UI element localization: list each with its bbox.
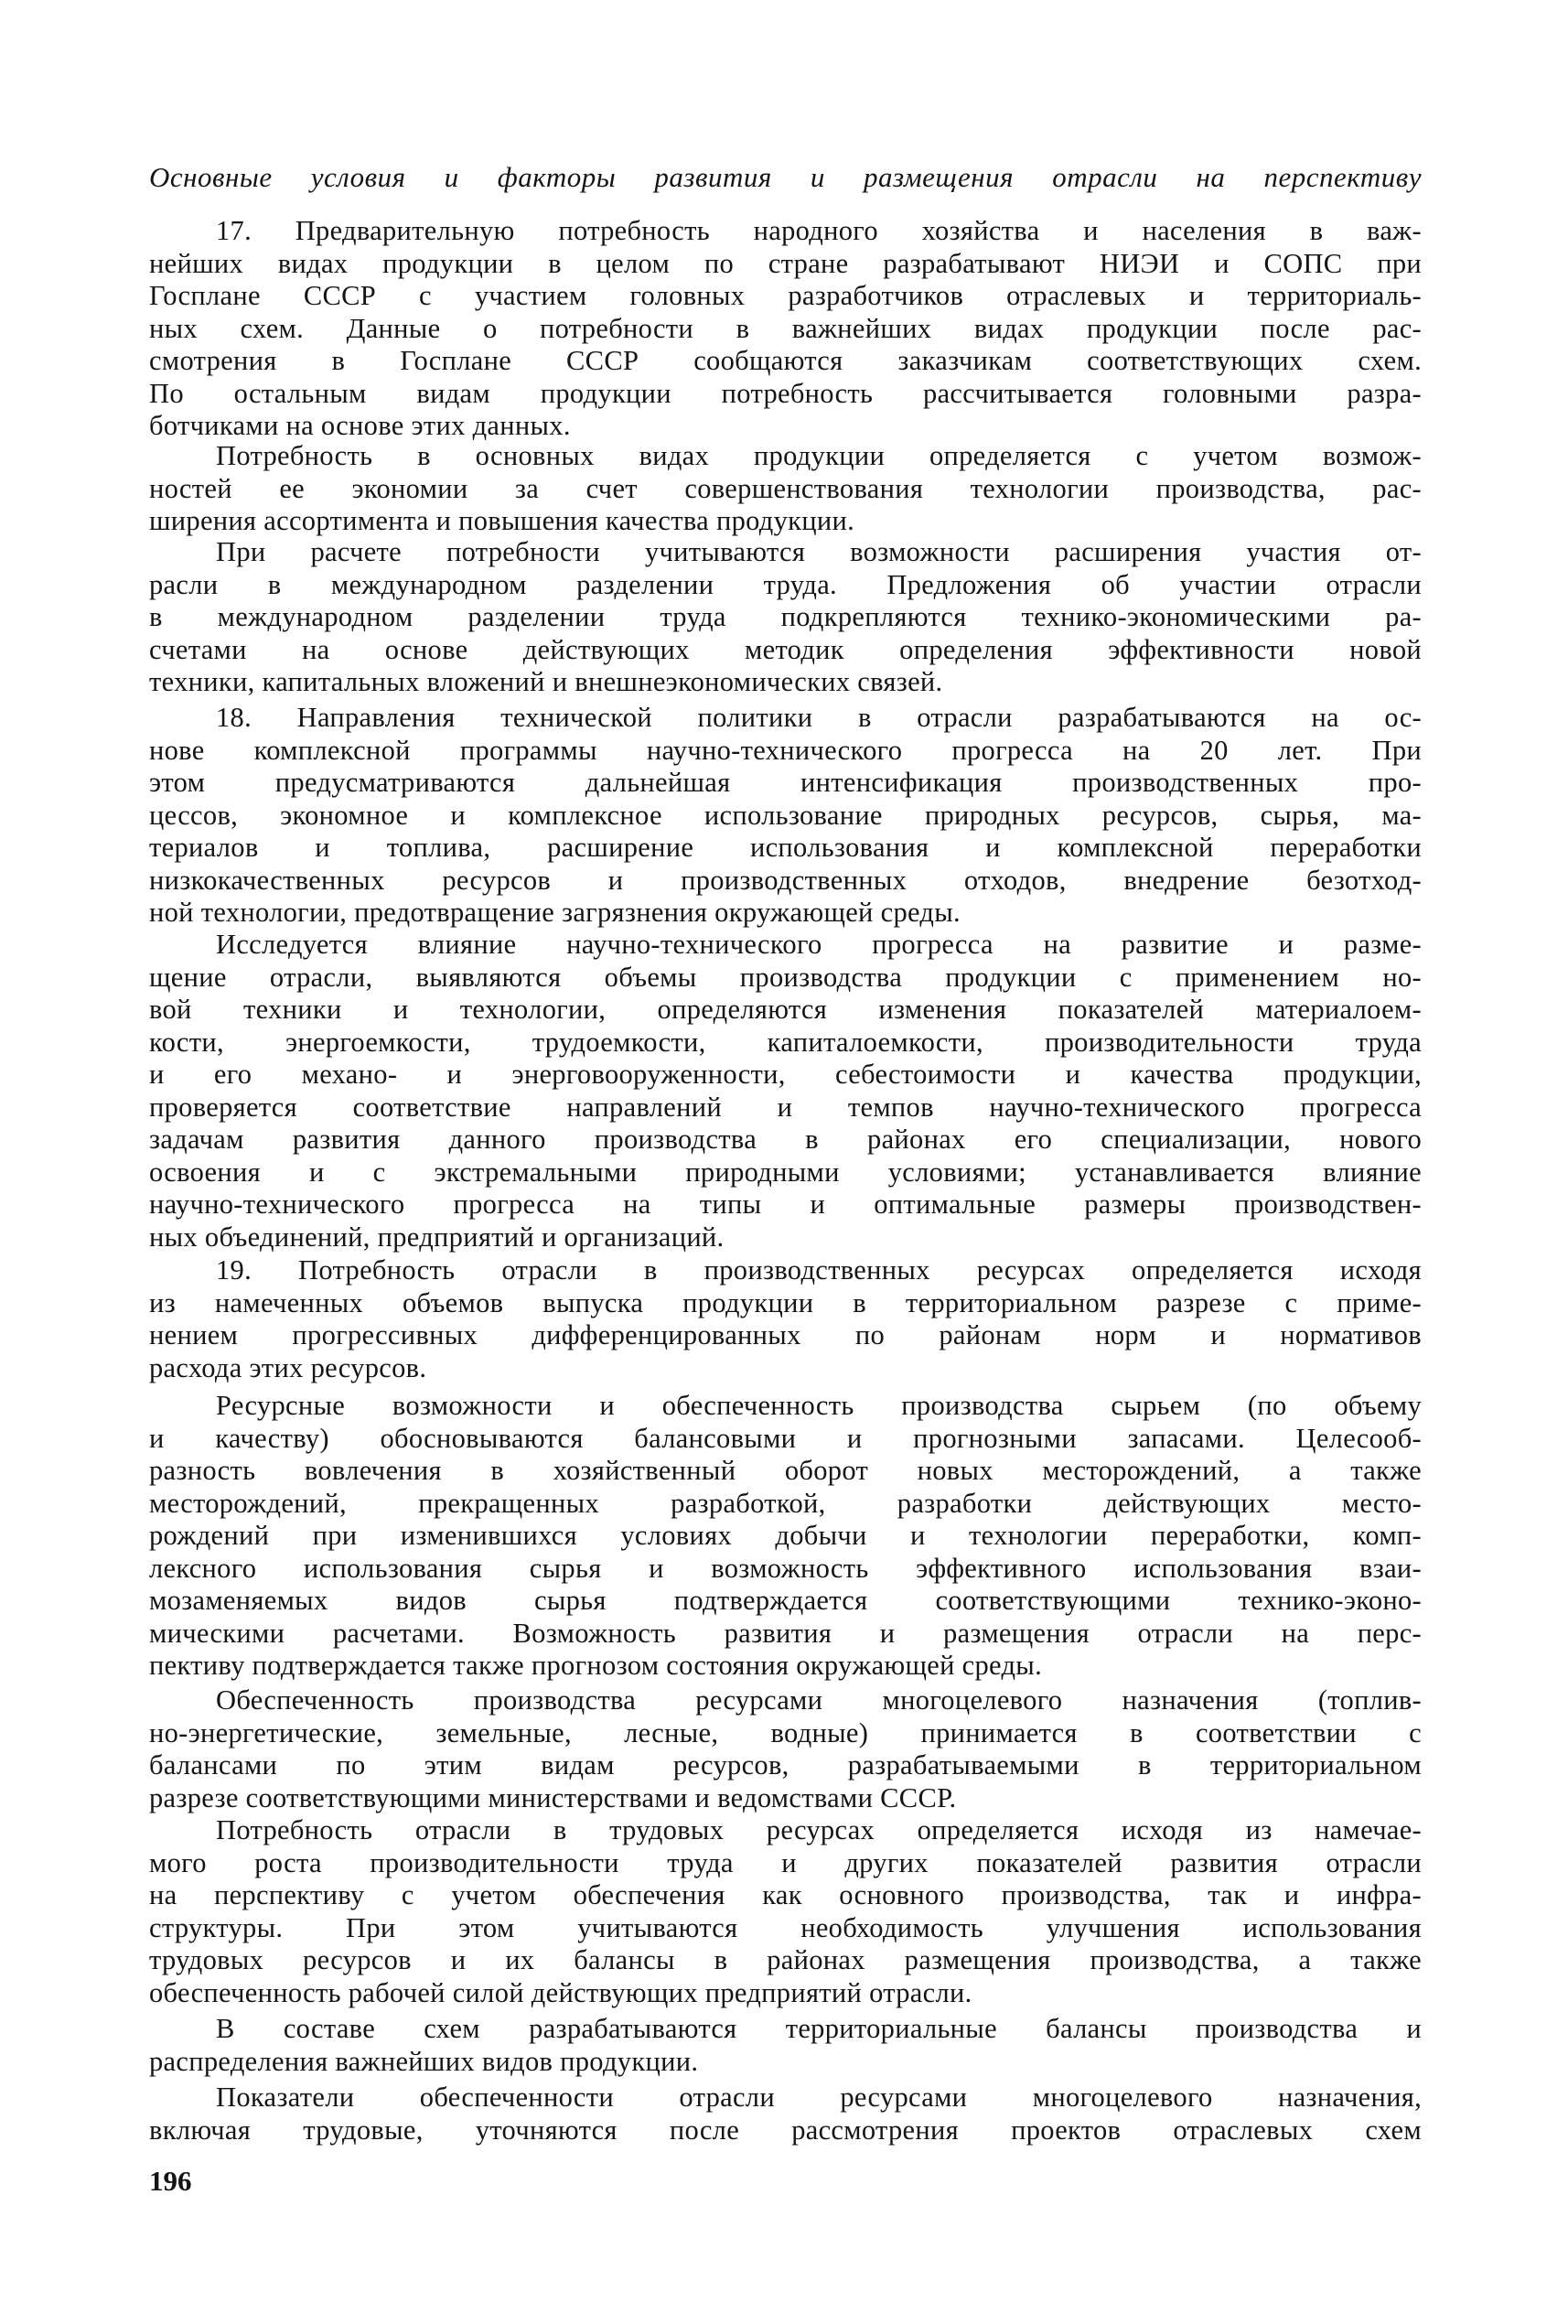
paragraph [149,215,1422,443]
text-line: нове комплексной программы научно-технического прогресса на 20 лет. При [149,734,1422,766]
paragraph [149,1814,1422,2009]
text-line: мическими расчетами. Возможность развития и размещения отрасли на перс- [149,1617,1422,1649]
running-header: Основные условия и факторы развития и размещения отрасли на перспективу [149,161,1422,193]
paragraph [149,1684,1422,1814]
text-line: ных объединений, предприятий и организаций. [149,1221,725,1253]
text-line: Потребность в основных видах продукции определяется с учетом возмож- [216,440,1422,471]
paragraph [149,2082,1422,2146]
text-line: и его механо- и энерговооруженности, себестоимости и качества продукции, [149,1059,1422,1090]
text-line: пективу подтверждается также прогнозом состояния окружающей среды. [149,1650,1043,1681]
text-line: освоения и с экстремальными природными условиями; устанавливается влияние [149,1156,1422,1188]
text-line: териалов и топлива, расширение использования и комплексной переработки [149,832,1422,863]
text-line: включая трудовые, уточняются после рассмотрения проектов отраслевых схем [149,2114,1422,2146]
text-line: обеспеченность рабочей силой действующих предприятий отрасли. [149,1976,972,2008]
paragraph [149,536,1422,699]
text-line: кости, энергоемкости, трудоемкости, капиталоемкости, производительности труда [149,1026,1422,1058]
text-line: в международном разделении труда подкрепляются технико-экономическими ра- [149,601,1422,632]
text-line: этом предусматриваются дальнейшая интенсификация производственных про- [149,767,1422,798]
text-line: Ресурсные возможности и обеспеченность производства сырьем (по объему [216,1390,1422,1421]
text-line: ностей ее экономии за счет совершенствования технологии производства, рас- [149,472,1422,504]
text-line: трудовых ресурсов и их балансы в районах размещения производства, а также [149,1944,1422,1975]
paragraph [149,440,1422,538]
text-line: 17. Предварительную потребность народного хозяйства и населения в важ- [216,215,1422,246]
text-line: структуры. При этом учитываются необходимость улучшения использования [149,1911,1422,1943]
text-line: лексного использования сырья и возможность эффективного использования взаи- [149,1552,1422,1584]
text-line: разрезе соответствующими министерствами и ведомствами СССР. [149,1781,957,1813]
paragraph [149,1254,1422,1384]
text-line: проверяется соответствие направлений и темпов научно-технического прогресса [149,1091,1422,1123]
text-line: вой техники и технологии, определяются изменения показателей материалоем- [149,994,1422,1025]
text-line: щение отрасли, выявляются объемы производства продукции с применением но- [149,961,1422,993]
text-line: но-энергетические, земельные, лесные, водные) принимается в соответствии с [149,1716,1422,1748]
text-line: цессов, экономное и комплексное использование природных ресурсов, сырья, ма- [149,799,1422,831]
text-line: ной технологии, предотвращение загрязнения окружающей среды. [149,897,961,928]
text-line: Показатели обеспеченности отрасли ресурсами многоцелевого назначения, [216,2082,1422,2113]
text-line: ных схем. Данные о потребности в важнейших видах продукции после рас- [149,312,1422,344]
text-line: Госплане СССР с участием головных разработчиков отраслевых и территориаль- [149,280,1422,311]
page-number: 196 [149,2165,192,2197]
text-line: научно-технического прогресса на типы и оптимальные размеры производствен- [149,1189,1422,1220]
text-line: месторождений, прекращенных разработкой, разработки действующих место- [149,1487,1422,1519]
paragraph [149,929,1422,1253]
text-line: нейших видах продукции в целом по стране разрабатывают НИЭИ и СОПС при [149,247,1422,279]
text-line: задачам развития данного производства в районах его специализации, нового [149,1124,1422,1155]
text-line: на перспективу с учетом обеспечения как основного производства, так и инфра- [149,1879,1422,1910]
text-line: Исследуется влияние научно-технического прогресса на развитие и разме- [216,929,1422,960]
text-line: 19. Потребность отрасли в производственных ресурсах определяется исходя [216,1254,1422,1286]
text-line: балансами по этим видам ресурсов, разрабатываемыми в территориальном [149,1749,1422,1781]
text-line: расли в международном разделении труда. Предложения об участии отрасли [149,568,1422,600]
text-line: низкокачественных ресурсов и производственных отходов, внедрение безотход- [149,864,1422,896]
text-line: мого роста производительности труда и других показателей развития отрасли [149,1846,1422,1878]
text-line: распределения важнейших видов продукции. [149,2045,699,2077]
text-line: Обеспеченность производства ресурсами многоцелевого назначения (топлив- [216,1684,1422,1716]
text-line: смотрения в Госплане СССР сообщаются заказчикам соответствующих схем. [149,345,1422,376]
text-line: нением прогрессивных дифференцированных по районам норм и нормативов [149,1319,1422,1350]
text-line: По остальным видам продукции потребность рассчитывается головными разра- [149,377,1422,409]
text-line: 18. Направления технической политики в отрасли разрабатываются на ос- [216,702,1422,733]
text-line: разность вовлечения в хозяйственный оборот новых месторождений, а также [149,1455,1422,1486]
paragraph [149,2013,1422,2078]
paragraph [149,702,1422,930]
text-line: техники, капитальных вложений и внешнеэкономических связей. [149,666,943,697]
text-line: ширения ассортимента и повышения качества продукции. [149,505,855,536]
text-line: расхода этих ресурсов. [149,1351,427,1383]
text-line: ботчиками на основе этих данных. [149,410,571,441]
text-line: мозаменяемых видов сырья подтверждается соответствующими технико-эконо- [149,1585,1422,1616]
text-line: из намеченных объемов выпуска продукции в территориальном разрезе с приме- [149,1286,1422,1318]
text-line: и качеству) обосновываются балансовыми и прогнозными запасами. Целесооб- [149,1422,1422,1454]
text-line: счетами на основе действующих методик определения эффективности новой [149,633,1422,665]
paragraph [149,1390,1422,1683]
text-line: Потребность отрасли в трудовых ресурсах определяется исходя из намечае- [216,1814,1422,1845]
text-line: При расчете потребности учитываются возможности расширения участия от- [216,536,1422,567]
text-line: рождений при изменившихся условиях добычи и технологии переработки, комп- [149,1520,1422,1551]
text-line: В составе схем разрабатываются территориальные балансы производства и [216,2013,1422,2044]
